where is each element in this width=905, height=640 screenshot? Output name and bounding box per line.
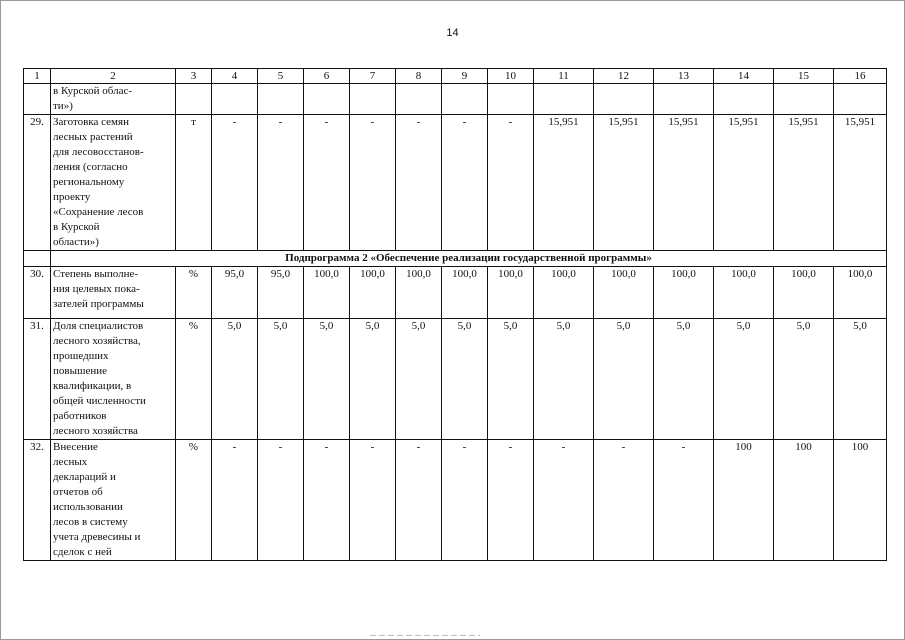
indicator-name [51,115,176,251]
value-cell: - [396,440,442,561]
indicator-name-line: Степень выполне- [53,268,139,280]
value-cell: 100 [774,440,834,561]
indicator-name-line: области») [53,236,99,248]
value-cell [774,84,834,115]
value-cell [594,84,654,115]
indicator-name-line: Доля специалистов [53,320,144,332]
value-cell: 5,0 [396,319,442,440]
unit-cell [176,84,212,115]
value-cell: 15,951 [654,115,714,251]
value-cell: 100 [834,440,887,561]
indicator-name-line: ти») [53,100,73,112]
value-cell: 100,0 [488,267,534,319]
value-cell: 5,0 [212,319,258,440]
row-number: 29. [24,115,51,251]
value-cell [396,84,442,115]
column-number-row [24,69,887,84]
column-number-cell: 2 [51,69,176,84]
indicator-name-line: в Курской облас- [53,85,132,97]
value-cell: 100,0 [304,267,350,319]
column-number-cell: 7 [350,69,396,84]
value-cell: 15,951 [594,115,654,251]
indicator-name-line: региональному [53,176,125,188]
value-cell: 100 [714,440,774,561]
indicator-name-line: сделок с ней [53,546,112,558]
indicator-name-line: ления (согласно [53,161,128,173]
indicator-name-line: деклараций и [53,471,116,483]
indicator-name-line: учета древесины и [53,531,141,543]
data-table [23,68,887,561]
scan-artifact [370,635,480,636]
subprogram-heading-row [24,251,887,267]
value-cell: - [350,115,396,251]
value-cell: - [488,440,534,561]
value-cell: - [304,440,350,561]
table-row [24,319,887,440]
value-cell [442,84,488,115]
column-number-cell: 16 [834,69,887,84]
table-row [24,84,887,115]
value-cell [212,84,258,115]
indicator-name [51,267,176,319]
table-row [24,267,887,319]
value-cell: 100,0 [774,267,834,319]
value-cell [350,84,396,115]
column-number-cell: 15 [774,69,834,84]
indicator-name-line: проекту [53,191,91,203]
column-number-cell: 8 [396,69,442,84]
indicator-name [51,84,176,115]
indicator-name-line: работников [53,410,107,422]
value-cell: - [350,440,396,561]
value-cell: - [488,115,534,251]
value-cell: 5,0 [534,319,594,440]
unit-cell: % [176,319,212,440]
indicator-name-line: в Курской [53,221,100,233]
value-cell [304,84,350,115]
indicator-name-line: повышение [53,365,107,377]
indicator-name-line: использовании [53,501,123,513]
value-cell: - [442,440,488,561]
value-cell: 100,0 [442,267,488,319]
indicator-name-line: для лесовосстанов- [53,146,144,158]
subprogram-heading: Подпрограмма 2 «Обеспечение реализации государственной программы» [51,251,887,267]
value-cell: 5,0 [258,319,304,440]
value-cell: 95,0 [212,267,258,319]
unit-cell: % [176,267,212,319]
value-cell: - [258,115,304,251]
value-cell: - [258,440,304,561]
table-row [24,115,887,251]
value-cell: - [442,115,488,251]
value-cell: 100,0 [594,267,654,319]
column-number-cell: 9 [442,69,488,84]
indicator-name-line: квалификации, в [53,380,132,392]
indicator-name-line: прошедших [53,350,109,362]
value-cell: 15,951 [834,115,887,251]
value-cell: 15,951 [534,115,594,251]
value-cell: 100,0 [534,267,594,319]
indicator-name-line: Внесение [53,441,98,453]
value-cell: 5,0 [834,319,887,440]
indicator-name-line: зателей программы [53,298,144,310]
value-cell [654,84,714,115]
value-cell [258,84,304,115]
row-number: 31. [24,319,51,440]
value-cell: 5,0 [594,319,654,440]
value-cell: 5,0 [654,319,714,440]
value-cell: - [594,440,654,561]
indicator-name-line: лесного хозяйства [53,425,138,437]
value-cell: 95,0 [258,267,304,319]
value-cell: 5,0 [774,319,834,440]
value-cell: - [304,115,350,251]
row-number: 30. [24,267,51,319]
column-number-cell: 14 [714,69,774,84]
column-number-cell: 5 [258,69,304,84]
column-number-cell: 13 [654,69,714,84]
value-cell: 5,0 [442,319,488,440]
column-number-cell: 10 [488,69,534,84]
value-cell: 100,0 [654,267,714,319]
indicator-name-line: Заготовка семян [53,116,129,128]
value-cell: 100,0 [834,267,887,319]
indicator-name-line: ния целевых пока- [53,283,140,295]
indicator-name-line: лесного хозяйства, [53,335,141,347]
value-cell: - [212,115,258,251]
value-cell: 15,951 [714,115,774,251]
column-number-cell: 1 [24,69,51,84]
indicator-name-line: общей численности [53,395,146,407]
value-cell: 100,0 [714,267,774,319]
value-cell: - [396,115,442,251]
value-cell: 15,951 [774,115,834,251]
value-cell: - [654,440,714,561]
value-cell: - [212,440,258,561]
value-cell: 5,0 [714,319,774,440]
column-number-cell: 12 [594,69,654,84]
table-cell [24,251,51,267]
unit-cell: т [176,115,212,251]
value-cell [534,84,594,115]
value-cell: 5,0 [488,319,534,440]
table-row [24,440,887,561]
column-number-cell: 6 [304,69,350,84]
indicator-name-line: лесных [53,456,88,468]
indicator-name-line: отчетов об [53,486,103,498]
indicator-name-line: «Сохранение лесов [53,206,144,218]
column-number-cell: 3 [176,69,212,84]
indicator-name [51,440,176,561]
value-cell [488,84,534,115]
value-cell: 5,0 [304,319,350,440]
page-number: 14 [446,27,459,39]
indicator-name-line: лесов в систему [53,516,128,528]
value-cell [714,84,774,115]
row-number [24,84,51,115]
value-cell: - [534,440,594,561]
value-cell: 100,0 [396,267,442,319]
indicator-name-line: лесных растений [53,131,133,143]
table-body [24,69,887,561]
value-cell: 5,0 [350,319,396,440]
indicator-name [51,319,176,440]
value-cell: 100,0 [350,267,396,319]
value-cell [834,84,887,115]
row-number: 32. [24,440,51,561]
unit-cell: % [176,440,212,561]
column-number-cell: 4 [212,69,258,84]
column-number-cell: 11 [534,69,594,84]
